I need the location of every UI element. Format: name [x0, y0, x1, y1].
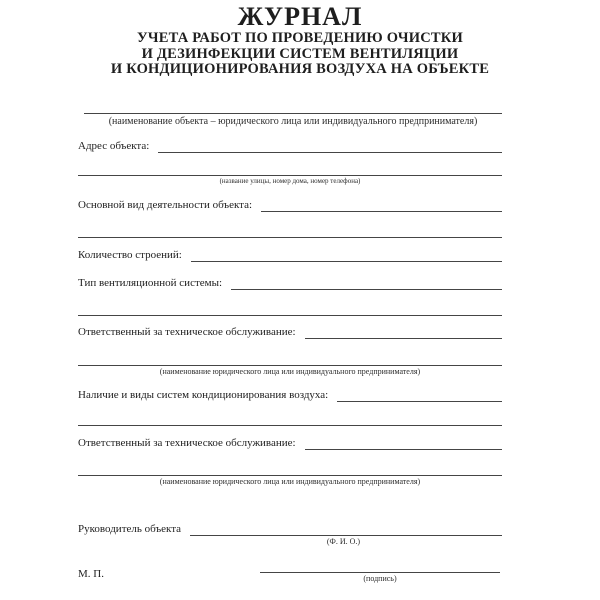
maintenance2-line2-group [78, 461, 502, 487]
document-title: ЖУРНАЛ [237, 2, 363, 31]
ventilation-line2-field[interactable] [78, 301, 502, 316]
ventilation-label: Тип вентиляционной системы: [78, 277, 223, 289]
signature-caption: (подпись) [363, 574, 397, 583]
ventilation-field[interactable] [231, 274, 502, 290]
maintenance2-row [78, 434, 502, 450]
object-name-caption: (наименование объекта – юридического лица или индивидуального предпринимателя) [108, 116, 478, 127]
buildings-field[interactable] [191, 246, 502, 262]
address-line2-field[interactable] [78, 161, 502, 176]
address-row [78, 137, 502, 153]
conditioning-row [78, 386, 502, 402]
ventilation-row [78, 274, 502, 290]
activity-label: Основной вид деятельности объекта: [78, 199, 253, 211]
maintenance2-line2-field[interactable] [78, 461, 502, 476]
buildings-label: Количество строений: [78, 249, 182, 261]
address-label: Адрес объекта: [78, 140, 150, 152]
document-subtitle [0, 31, 600, 78]
conditioning-line2-field[interactable] [78, 411, 502, 426]
subtitle-line-2: И ДЕЗИНФЕКЦИИ СИСТЕМ ВЕНТИЛЯЦИИ [141, 45, 459, 62]
maintenance1-line2-field[interactable] [78, 351, 502, 366]
ventilation-line2-group [78, 301, 502, 316]
subtitle-line-1: УЧЕТА РАБОТ ПО ПРОВЕДЕНИЮ ОЧИСТКИ [137, 30, 463, 46]
conditioning-line2-group [78, 411, 502, 426]
maintenance1-line2-group [78, 351, 502, 377]
head-row [78, 520, 502, 536]
stamp-label: М. П. [78, 568, 104, 580]
signature-group [260, 558, 500, 584]
address-caption: (название улицы, номер дома, номер телефона) [219, 177, 361, 185]
object-name-field[interactable] [84, 99, 502, 114]
maintenance1-field[interactable] [305, 323, 502, 339]
object-name-group [84, 99, 502, 127]
subtitle-line-3: И КОНДИЦИОНИРОВАНИЯ ВОЗДУХА НА ОБЪЕКТЕ [110, 61, 490, 77]
head-label: Руководитель объекта [78, 523, 182, 535]
conditioning-field[interactable] [337, 386, 502, 402]
maintenance2-label: Ответственный за техническое обслуживание: [78, 437, 296, 449]
activity-field[interactable] [261, 196, 502, 212]
maintenance2-field[interactable] [305, 434, 502, 450]
maintenance2-caption: (наименование юридического лица или индивидуального предпринимателя) [159, 477, 421, 486]
maintenance1-row [78, 323, 502, 339]
address-field[interactable] [158, 137, 502, 153]
maintenance1-label: Ответственный за техническое обслуживание: [78, 326, 296, 338]
activity-line2-group [78, 223, 502, 238]
activity-row [78, 196, 502, 212]
activity-line2-field[interactable] [78, 223, 502, 238]
head-field[interactable] [190, 520, 502, 536]
head-caption: (Ф. И. О.) [326, 537, 361, 546]
buildings-row [78, 246, 502, 262]
signature-field[interactable] [260, 558, 500, 573]
maintenance1-caption: (наименование юридического лица или индивидуального предпринимателя) [159, 367, 421, 376]
conditioning-label: Наличие и виды систем кондиционирования воздуха: [78, 389, 329, 401]
address-line2-group [78, 161, 502, 186]
